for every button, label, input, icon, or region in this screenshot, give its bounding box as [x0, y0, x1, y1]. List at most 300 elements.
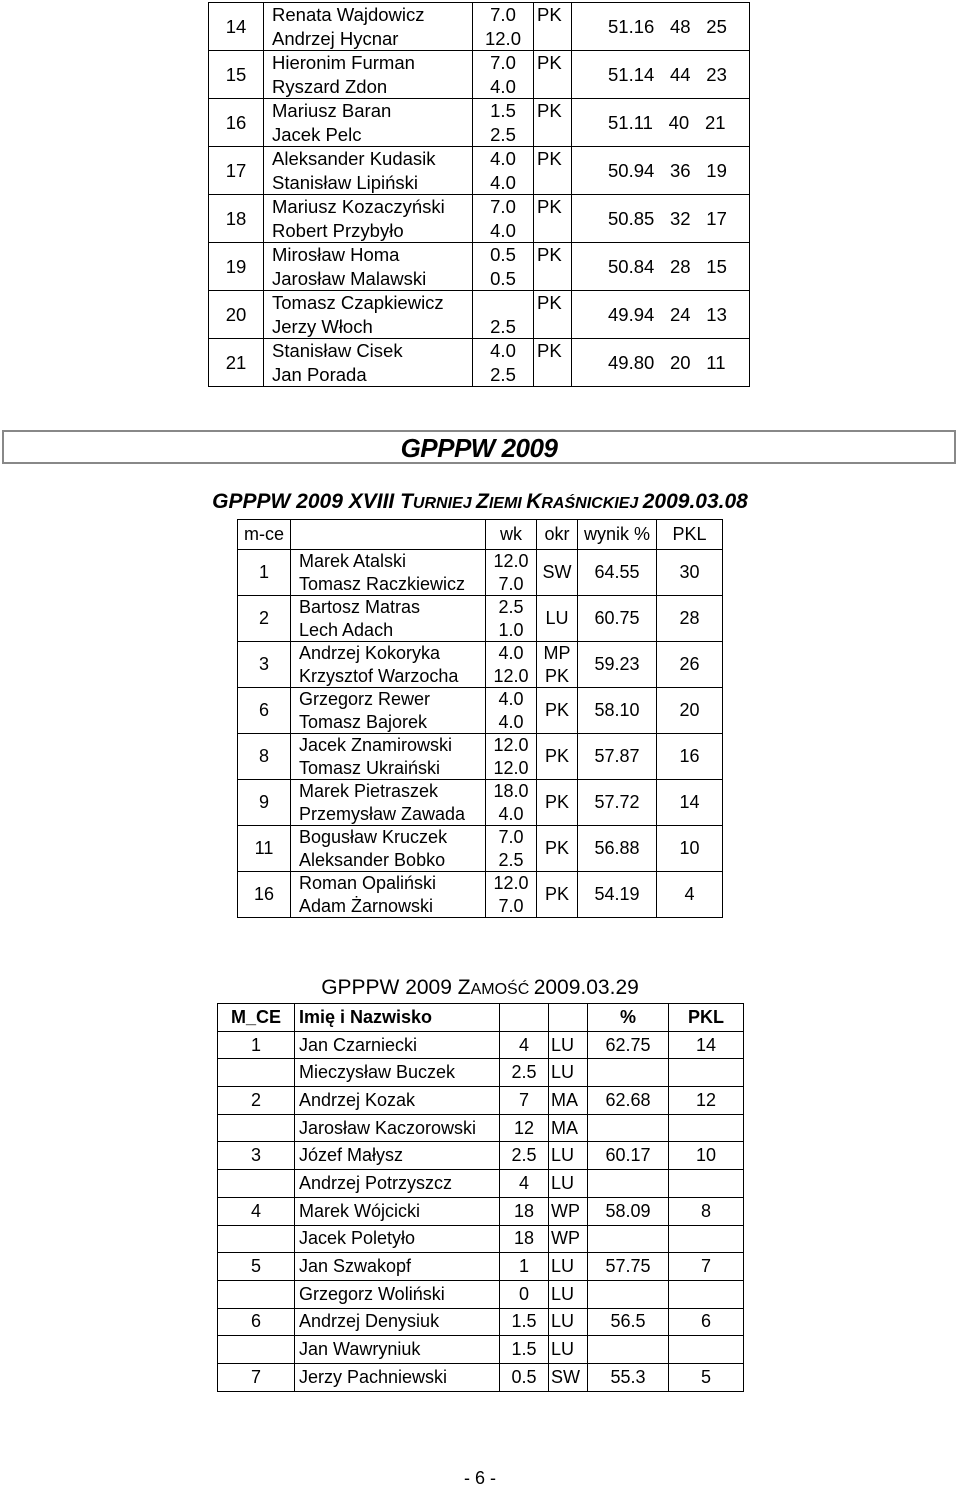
- percent-cell: [578, 642, 657, 688]
- okr: PK: [544, 838, 569, 859]
- table-row: [218, 1308, 744, 1336]
- points: 36: [670, 159, 691, 181]
- pkl-cell: [657, 550, 723, 596]
- percent: 56.88: [594, 838, 640, 858]
- okr: LU: [551, 1062, 575, 1083]
- table-row: [218, 1142, 744, 1170]
- okr-cell: [534, 51, 572, 99]
- percent-cell: [578, 596, 657, 642]
- name: Andrzej Denysiuk: [299, 1311, 440, 1332]
- place: 2: [258, 608, 269, 628]
- okr: LU: [551, 1311, 575, 1332]
- player-1: Jacek Znamirowski: [299, 735, 453, 755]
- wk-2: 0.5: [490, 267, 516, 289]
- pkl: 6: [700, 1311, 711, 1332]
- points: 28: [670, 255, 691, 277]
- name-cell: [295, 1197, 500, 1225]
- player-1: Aleksander Kudasik: [272, 148, 436, 169]
- table-header: [218, 1004, 744, 1032]
- place-cell: [238, 688, 291, 734]
- name-cell: [295, 1253, 500, 1281]
- okr: LU: [551, 1339, 575, 1360]
- place: 7: [250, 1366, 261, 1387]
- name-cell: [295, 1031, 500, 1059]
- okr: PK: [537, 52, 562, 73]
- table-row: [218, 1114, 744, 1142]
- place: 19: [225, 255, 247, 277]
- pkl: 15: [706, 255, 727, 277]
- table-row: [218, 1031, 744, 1059]
- wk: 1.5: [511, 1339, 537, 1360]
- name: Jan Szwakopf: [299, 1256, 412, 1277]
- pct-cell: [588, 1308, 669, 1336]
- header-name: Imię i Nazwisko: [295, 1004, 500, 1032]
- place: 6: [258, 700, 269, 720]
- name-cell: [295, 1363, 500, 1391]
- pct: 56.5: [610, 1311, 646, 1332]
- place-cell: [209, 147, 264, 195]
- place-cell: [218, 1225, 295, 1253]
- player-1: Andrzej Kokoryka: [299, 643, 441, 663]
- page-number: - 6 -: [463, 1468, 496, 1488]
- wk: 4: [518, 1172, 529, 1193]
- wk-cell: [500, 1087, 549, 1115]
- name: Grzegorz Woliński: [299, 1283, 445, 1304]
- names-cell: [291, 596, 486, 642]
- table-row: [209, 3, 750, 51]
- wk-cell: [473, 195, 534, 243]
- place: 21: [225, 351, 247, 373]
- points: 24: [670, 303, 691, 325]
- place-cell: [218, 1059, 295, 1087]
- pkl-cell: [669, 1087, 744, 1115]
- okr-cell: [537, 872, 578, 918]
- wk-cell: [500, 1225, 549, 1253]
- pkl: 7: [700, 1256, 711, 1277]
- pkl-cell: [669, 1336, 744, 1364]
- wk-2: 2.5: [498, 849, 524, 870]
- names-cell: [264, 243, 473, 291]
- percent: 50.84: [608, 255, 655, 277]
- place-cell: [218, 1170, 295, 1198]
- okr: LU: [551, 1145, 575, 1166]
- table-row: [218, 1197, 744, 1225]
- percent: 58.10: [594, 700, 640, 720]
- wk: 18: [513, 1200, 535, 1221]
- percent-cell: [578, 734, 657, 780]
- okr-cell: [537, 688, 578, 734]
- name: Józef Małysz: [299, 1145, 404, 1166]
- name-cell: [295, 1170, 500, 1198]
- place-cell: [238, 642, 291, 688]
- place: 3: [250, 1145, 261, 1166]
- percent-cell: [578, 688, 657, 734]
- wk-cell: [473, 147, 534, 195]
- wk-1: 1.5: [490, 100, 516, 121]
- table-row: [218, 1363, 744, 1391]
- place-cell: [209, 51, 264, 99]
- result-cell: [572, 51, 750, 99]
- okr: PK: [544, 884, 569, 905]
- name-cell: [295, 1336, 500, 1364]
- name: Andrzej Kozak: [299, 1089, 416, 1110]
- okr-cell: [534, 339, 572, 387]
- names-cell: [291, 780, 486, 826]
- wk-cell: [500, 1031, 549, 1059]
- place-cell: [218, 1197, 295, 1225]
- table-row: [238, 550, 723, 596]
- pkl: 28: [679, 608, 700, 628]
- player-2: Jacek Pelc: [272, 123, 362, 145]
- okr-cell: [537, 780, 578, 826]
- pkl: 21: [704, 111, 726, 133]
- wk-cell: [486, 734, 537, 780]
- wk-1: 7.0: [490, 4, 516, 25]
- wk: 2.5: [511, 1062, 537, 1083]
- wk-cell: [473, 3, 534, 51]
- pct: 62.68: [605, 1089, 651, 1110]
- okr-cell: [549, 1170, 588, 1198]
- okr-cell: [549, 1253, 588, 1281]
- wk-1: 7.0: [490, 52, 516, 73]
- pkl: 17: [706, 207, 727, 229]
- place-cell: [238, 780, 291, 826]
- place: 8: [258, 746, 269, 766]
- points: 20: [670, 351, 691, 373]
- table-row: [209, 147, 750, 195]
- percent: 51.14: [608, 63, 655, 85]
- name-cell: [295, 1225, 500, 1253]
- place: 1: [258, 562, 269, 582]
- pct-cell: [588, 1363, 669, 1391]
- pkl-cell: [669, 1170, 744, 1198]
- place-cell: [218, 1363, 295, 1391]
- okr: MP: [543, 643, 571, 663]
- pkl-cell: [669, 1363, 744, 1391]
- okr: LU: [551, 1034, 575, 1055]
- percent: 59.23: [594, 654, 640, 674]
- header-place: m-ce: [238, 520, 291, 550]
- wk-2: 7.0: [498, 573, 524, 594]
- wk-2: 4.0: [498, 803, 524, 824]
- wk-1: 4.0: [498, 643, 524, 663]
- player-2: Przemysław Zawada: [299, 803, 466, 824]
- okr-cell: [549, 1363, 588, 1391]
- place: 6: [250, 1311, 261, 1332]
- okr-cell: [534, 3, 572, 51]
- wk-cell: [500, 1197, 549, 1225]
- okr: LU: [551, 1283, 575, 1304]
- okr: LU: [551, 1256, 575, 1277]
- points: 44: [670, 63, 691, 85]
- pkl-cell: [669, 1031, 744, 1059]
- percent: 64.55: [594, 562, 640, 582]
- table-row: [209, 339, 750, 387]
- percent: 51.11: [608, 111, 653, 133]
- table-row: [209, 291, 750, 339]
- wk-cell: [486, 826, 537, 872]
- wk-cell: [500, 1336, 549, 1364]
- okr-cell: [549, 1031, 588, 1059]
- names-cell: [291, 688, 486, 734]
- wk-cell: [486, 780, 537, 826]
- player-1: Marek Pietraszek: [299, 781, 439, 801]
- pkl: 14: [679, 792, 700, 812]
- wk-1: [500, 292, 505, 313]
- name: Jan Wawryniuk: [299, 1339, 421, 1360]
- wk-cell: [500, 1059, 549, 1087]
- pkl: 20: [679, 700, 700, 720]
- names-cell: [264, 195, 473, 243]
- player-2: Robert Przybyło: [272, 219, 404, 241]
- okr: PK: [544, 792, 569, 813]
- name: Andrzej Potrzyszcz: [299, 1172, 453, 1193]
- player-1: Hieronim Furman: [272, 52, 415, 73]
- wk-2: 7.0: [498, 895, 524, 916]
- place-cell: [209, 291, 264, 339]
- player-2: Aleksander Bobko: [299, 849, 446, 870]
- pkl: 10: [695, 1145, 717, 1166]
- wk: 7: [518, 1089, 529, 1110]
- table-row: [218, 1059, 744, 1087]
- percent-cell: [578, 550, 657, 596]
- points: 32: [670, 207, 691, 229]
- names-cell: [264, 339, 473, 387]
- place: 5: [250, 1256, 261, 1277]
- wk-1: 12.0: [493, 735, 529, 755]
- wk-1: 12.0: [493, 873, 529, 893]
- okr: SW: [551, 1366, 580, 1387]
- player-2: Tomasz Bajorek: [299, 711, 428, 732]
- name: Jan Czarniecki: [299, 1034, 418, 1055]
- wk: 2.5: [511, 1145, 537, 1166]
- okr: WP: [551, 1200, 580, 1221]
- names-cell: [264, 291, 473, 339]
- wk: 4: [518, 1034, 529, 1055]
- name-cell: [295, 1308, 500, 1336]
- table-row: [209, 243, 750, 291]
- okr: PK: [537, 196, 562, 217]
- pkl: 12: [695, 1089, 717, 1110]
- name-cell: [295, 1087, 500, 1115]
- pct: 62.75: [605, 1034, 651, 1055]
- player-1: Mirosław Homa: [272, 244, 400, 265]
- names-cell: [291, 826, 486, 872]
- pct-cell: [588, 1114, 669, 1142]
- percent: 54.19: [594, 884, 640, 904]
- okr: PK: [537, 100, 562, 121]
- place-cell: [218, 1308, 295, 1336]
- player-2: Jan Porada: [272, 363, 367, 385]
- okr: MA: [551, 1117, 578, 1138]
- pkl-cell: [669, 1253, 744, 1281]
- header-names: [291, 520, 486, 550]
- okr-cell: [534, 147, 572, 195]
- player-2: Lech Adach: [299, 619, 394, 640]
- place-cell: [238, 596, 291, 642]
- place-cell: [209, 243, 264, 291]
- percent-cell: [578, 872, 657, 918]
- names-cell: [291, 872, 486, 918]
- pkl: 25: [706, 15, 727, 37]
- wk: 1.5: [511, 1311, 537, 1332]
- result-cell: [572, 3, 750, 51]
- pkl-cell: [669, 1114, 744, 1142]
- okr: SW: [542, 562, 572, 583]
- pkl: 14: [695, 1034, 717, 1055]
- pkl: 11: [706, 351, 726, 373]
- names-cell: [291, 734, 486, 780]
- pct: 60.17: [605, 1145, 651, 1166]
- player-2: Krzysztof Warzocha: [299, 665, 459, 686]
- table-row: [238, 642, 723, 688]
- wk: 18: [513, 1228, 535, 1249]
- name: Jarosław Kaczorowski: [299, 1117, 477, 1138]
- wk-cell: [486, 550, 537, 596]
- wk: 0.5: [511, 1366, 537, 1387]
- table-row: [218, 1225, 744, 1253]
- header-okr: [549, 1004, 588, 1032]
- wk-2: 2.5: [490, 123, 516, 145]
- pkl: 4: [684, 884, 695, 904]
- pkl: 30: [679, 562, 700, 582]
- okr: PK: [537, 148, 562, 169]
- name-cell: [295, 1059, 500, 1087]
- player-1: Marek Atalski: [299, 551, 407, 571]
- names-cell: [264, 51, 473, 99]
- wk-1: 4.0: [490, 148, 516, 169]
- place-cell: [238, 872, 291, 918]
- wk-2: 4.0: [490, 171, 516, 193]
- okr-cell: [549, 1059, 588, 1087]
- player-2: Stanisław Lipiński: [272, 171, 419, 193]
- okr-cell: [549, 1142, 588, 1170]
- result-cell: [572, 147, 750, 195]
- wk: 1: [518, 1256, 529, 1277]
- wk-1: 18.0: [493, 781, 529, 801]
- okr: PK: [537, 244, 562, 265]
- section3-title: GPPPW 2009 ZAMOŚĆ 2009.03.29: [321, 976, 639, 999]
- names-cell: [291, 642, 486, 688]
- header-pkl: PKL: [669, 1004, 744, 1032]
- percent-cell: [578, 826, 657, 872]
- player-1: Stanisław Cisek: [272, 340, 403, 361]
- wk-2: 4.0: [498, 711, 524, 732]
- header-pct: %: [588, 1004, 669, 1032]
- name-cell: [295, 1142, 500, 1170]
- okr-cell: [534, 291, 572, 339]
- okr-cell: [549, 1087, 588, 1115]
- table-row: [218, 1336, 744, 1364]
- name: Mieczysław Buczek: [299, 1062, 456, 1083]
- percent: 49.80: [608, 351, 655, 373]
- wk-2: 12.0: [493, 665, 529, 686]
- player-1: Bartosz Matras: [299, 597, 421, 617]
- pkl-cell: [669, 1280, 744, 1308]
- wk-cell: [486, 642, 537, 688]
- pkl-cell: [669, 1142, 744, 1170]
- wk-cell: [473, 51, 534, 99]
- result-cell: [572, 291, 750, 339]
- pkl: 10: [679, 838, 700, 858]
- wk-cell: [500, 1253, 549, 1281]
- name: Jerzy Pachniewski: [299, 1366, 448, 1387]
- player-1: Renata Wajdowicz: [272, 4, 425, 25]
- table-row: [218, 1280, 744, 1308]
- table-row: [218, 1253, 744, 1281]
- wk-cell: [473, 339, 534, 387]
- pct: 57.75: [605, 1256, 651, 1277]
- pkl-cell: [669, 1225, 744, 1253]
- okr-cell: [537, 734, 578, 780]
- wk-cell: [500, 1170, 549, 1198]
- name: Jacek Poletyło: [299, 1228, 416, 1249]
- wk-cell: [486, 688, 537, 734]
- names-cell: [264, 99, 473, 147]
- okr: PK: [544, 746, 569, 767]
- percent: 57.72: [594, 792, 640, 812]
- place-cell: [209, 3, 264, 51]
- table-row: [238, 780, 723, 826]
- pkl-cell: [657, 596, 723, 642]
- pkl: 23: [706, 63, 727, 85]
- pct-cell: [588, 1170, 669, 1198]
- percent: 49.94: [608, 303, 655, 325]
- wk-cell: [500, 1308, 549, 1336]
- place-cell: [238, 826, 291, 872]
- okr-cell: [549, 1308, 588, 1336]
- wk-cell: [500, 1142, 549, 1170]
- percent-cell: [578, 780, 657, 826]
- header-place: M_CE: [218, 1004, 295, 1032]
- place: 16: [225, 111, 247, 133]
- header-wk: wk: [486, 520, 537, 550]
- result-cell: [572, 243, 750, 291]
- place-cell: [209, 339, 264, 387]
- place: 1: [250, 1034, 261, 1055]
- wk-2: 4.0: [490, 219, 516, 241]
- points: 40: [668, 111, 690, 133]
- okr-cell: [549, 1225, 588, 1253]
- pct-cell: [588, 1142, 669, 1170]
- pct-cell: [588, 1253, 669, 1281]
- pkl-cell: [669, 1059, 744, 1087]
- section2-title: GPPPW 2009 XVIII TURNIEJ ZIEMI KRAŚNICKIEJ 2009.03.08: [212, 490, 748, 513]
- table-row: [209, 195, 750, 243]
- pct-cell: [588, 1280, 669, 1308]
- pkl: 26: [679, 654, 700, 674]
- wk-1: 7.0: [490, 196, 516, 217]
- wk-cell: [473, 243, 534, 291]
- place: 9: [258, 792, 269, 812]
- pct-cell: [588, 1225, 669, 1253]
- place: 14: [225, 15, 247, 37]
- place-cell: [218, 1280, 295, 1308]
- result-cell: [572, 195, 750, 243]
- pct: 58.09: [605, 1200, 651, 1221]
- name-cell: [295, 1114, 500, 1142]
- okr: MA: [551, 1089, 578, 1110]
- okr-cell: [534, 195, 572, 243]
- player-1: Grzegorz Rewer: [299, 689, 431, 709]
- okr-2: PK: [544, 665, 569, 686]
- place: 18: [225, 207, 247, 229]
- table-row: [238, 596, 723, 642]
- place-cell: [238, 550, 291, 596]
- okr-cell: [534, 243, 572, 291]
- table-row: [238, 688, 723, 734]
- okr: PK: [537, 4, 562, 25]
